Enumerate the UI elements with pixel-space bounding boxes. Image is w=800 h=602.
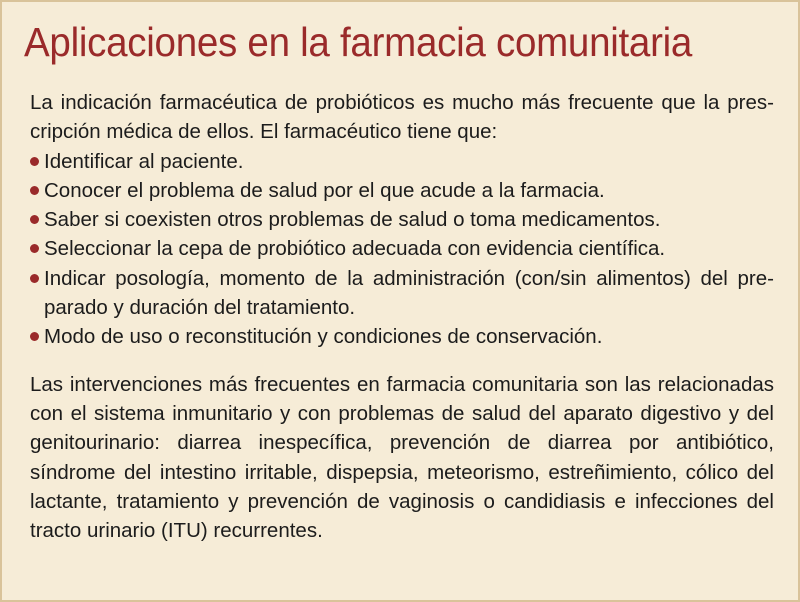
bullet-dot-icon	[30, 274, 39, 283]
bullet-text: Saber si coexisten otros problemas de salud o toma medicamentos.	[44, 208, 661, 232]
bullet-list	[30, 147, 774, 352]
bullet-dot-icon	[30, 215, 39, 224]
bullet-item	[30, 205, 774, 234]
bullet-item	[30, 147, 774, 176]
bullet-dot-icon	[30, 157, 39, 166]
bullet-item	[30, 234, 774, 263]
bullet-text: Conocer el problema de salud por el que acude a la farmacia.	[44, 178, 605, 202]
intro-paragraph: La indicación farmacéutica de probióticos es mucho más frecuente que la prescripción médica de ellos. El farmacéutico tiene que:	[30, 91, 774, 144]
box-body	[30, 88, 774, 545]
closing-paragraph: Las intervenciones más frecuentes en farmacia comunitaria son las relacionadas con el sistema inmunitario y con problemas de salud del aparato digestivo y del genitourinario: diarrea inespecífica, prevención de diarrea por antibiótico, síndrome del intestino irritable, dispepsia, meteorismo, estreñimiento, cólico del lactante, tratamiento y prevención de vaginosis o candidiasis e infecciones del tracto urinario (ITU) recurrentes.	[30, 372, 774, 543]
bullet-dot-icon	[30, 186, 39, 195]
bullet-text: Modo de uso o reconstitución y condiciones de conservación.	[44, 325, 603, 349]
box-title: Aplicaciones en la farmacia comunitaria	[24, 19, 693, 65]
bullet-dot-icon	[30, 244, 39, 253]
bullet-item	[30, 176, 774, 205]
bullet-text: Indicar posología, momento de la administración (con/sin alimentos) del preparado y duración del tratamiento.	[44, 266, 774, 320]
bullet-text: Seleccionar la cepa de probiótico adecuada con evidencia científica.	[44, 237, 666, 261]
bullet-dot-icon	[30, 332, 39, 341]
bullet-item	[30, 264, 774, 323]
bullet-text: Identificar al paciente.	[44, 149, 244, 173]
bullet-item	[30, 322, 774, 351]
